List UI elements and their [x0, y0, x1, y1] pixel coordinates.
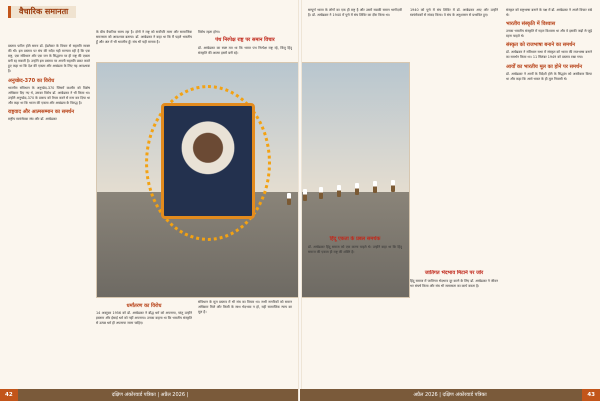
- right-col-2-title: जातिगत भेदभाव मिटाने पर जोर: [424, 270, 484, 276]
- right-col-1-body: डॉ. अम्बेडकर हिंदू समाज को एक करना चाहते थे। उन्होंने कहा था कि हिंदू समाज की एकता ही राष्ट्र की शक्ति है।: [308, 245, 402, 255]
- right-col-3-body: उनका भारतीय संस्कृति में गहरा विश्वास था और वे इसकी जड़ों से जुड़े रहना चाहते थे।: [506, 29, 592, 39]
- right-col-2-top-text: 1940 को पुणे में संघ शिविर में डॉ. अम्बेडकर आए और उन्होंने स्वयंसेवकों से संवाद किया। वे संघ के अनुशासन से प्रभावित हुए।: [410, 8, 498, 18]
- left-col-3-body: डॉ. अम्बेडकर का स्पष्ट मत था कि भारत पंथ निरपेक्ष राष्ट्र रहे, किंतु हिंदू संस्कृति की आत्मा इसमें बनी रहे।: [198, 46, 292, 56]
- right-col-3-subhead-2: संस्कृत को राजभाषा बनाने का समर्थन: [506, 42, 576, 49]
- right-col-3-body-2: डॉ. अम्बेडकर ने संविधान सभा में संस्कृत को भारत की राजभाषा बनाने का समर्थन किया था। 11 सितंबर 1949 को प्रस्ताव रखा गया।: [506, 50, 592, 60]
- right-col-3-subhead-3: आर्यों का भारतीय मूल का होने पर समर्थन: [506, 63, 582, 70]
- ambedkar-portrait: [161, 103, 255, 219]
- right-col-1-bottom: [308, 236, 402, 384]
- left-col-3-title: पंथ निरपेक्ष राष्ट्र पर समान विचार: [215, 37, 275, 44]
- left-col-1-subhead: अनुच्छेद-370 का विरोध: [8, 77, 55, 84]
- right-col-3: [506, 8, 592, 386]
- left-col-2-body: 14 अक्टूबर 1956 को डॉ. अम्बेडकर ने बौद्ध धर्म को अपनाया, परंतु उन्होंने इस्लाम और ईसाई धर्म को नहीं अपनाया। उनका कहना था कि भारतीय संस्कृति से उत्पन्न धर्म ही अपनाया जाना चाहिए।: [96, 311, 192, 326]
- left-col-1-intro: प्रस्ताव पारित होते समय डॉ. हेडगेवार के विचार से सहमति व्यक्त की थी। इस प्रस्ताव पर संघ की सदैव यही मान्यता रही है कि एक राष्ट्र, एक संविधान और एक जन के सिद्धान्त पर ही राष्ट्र की एकता बनी रह सकती है। उन्होंने इस प्रस्ताव पर अपनी सहमति प्रकट करते हुए कहा था कि देश की एकता और अखंडता के लिए यह आवश्यक है।: [8, 44, 90, 74]
- right-col-1-top: [308, 8, 402, 52]
- left-col-1-subhead-2: राष्ट्रवाद और आत्मसम्मान का समर्थन: [8, 108, 75, 115]
- left-col-3-bottom-text: संविधान के मूल प्रस्ताव में भी संघ का विचार था। सभी नागरिकों को समान अधिकार मिले और किसी के साथ भेदभाव न हो, यही सामाजिक न्याय का मूल है।: [198, 300, 292, 315]
- right-footer-text: अप्रैल 2026 | दक्षिण अंकोरवार्ड पत्रिका: [413, 392, 487, 398]
- right-col-2-body: हिंदू समाज में जातिगत भेदभाव दूर करने के लिए डॉ. अम्बेडकर ने जीवन भर संघर्ष किया और संघ भी समरसता का कार्य करता है।: [410, 279, 498, 289]
- left-col-2-subhead: धर्मांतरण का विरोध: [126, 303, 162, 309]
- right-col-3-top-text: संस्कृत को राष्ट्रभाषा बनाने के पक्ष में डॉ. अम्बेडकर ने अपने विचार रखे थे।: [506, 8, 592, 18]
- right-col-1-title: हिंदू एकता के प्रबल समर्थक: [329, 236, 381, 242]
- left-col-2-bottom: [96, 300, 192, 384]
- left-col-2-intro: के बीच वैचारिक साम्य रहा है। दोनों ने राष्ट्र को सर्वोपरि माना और सामाजिक समरसता को आवश्यक बताया। डॉ. अम्बेडकर ने कहा था कि मैं पहले भारतीय हूँ और अंत में भी भारतीय हूँ। संघ भी यही मानता है।: [96, 30, 192, 45]
- right-col-2-top: [410, 8, 498, 52]
- left-col-3-top-text: विरोध रहता होगा।: [198, 30, 221, 34]
- right-col-3-body-3: डॉ. अम्बेडकर ने आर्यों के विदेशी होने के सिद्धांत को अस्वीकार किया था और कहा कि आर्य भारत के ही मूल निवासी थे।: [506, 71, 592, 81]
- left-footer: [0, 389, 300, 401]
- right-col-3-subhead: भारतीय संस्कृति में विश्वास: [506, 21, 556, 28]
- right-page: [300, 0, 600, 401]
- left-col-2-top: [96, 30, 192, 58]
- right-col-2-bottom: [410, 270, 498, 384]
- left-page-number: 42: [0, 389, 18, 401]
- left-col-1-body: भारतीय संविधान के अनुच्छेद-370 जिसमें कश्मीर को विशेष अधिकार दिए गए थे, उसका विरोध डॉ. अम्बेडकर ने भी किया था। उन्होंने अनुच्छेद-370 के प्रारूप को तैयार करने से मना कर दिया था और कहा था कि भारत की एकता और अखंडता के विरुद्ध है।: [8, 85, 90, 105]
- right-footer: [300, 389, 600, 401]
- left-footer-text: दक्षिण अंकोरवार्ड पत्रिका | अप्रैल 2026 |: [111, 392, 189, 398]
- left-col-1: [8, 44, 90, 384]
- marcher: [287, 193, 291, 205]
- section-title: वैचारिक समानता: [8, 6, 76, 18]
- right-page-number: 43: [582, 389, 600, 401]
- left-col-3-bottom: [198, 300, 292, 384]
- left-col-1-body-2: राष्ट्रीय स्वयंसेवक संघ और डॉ. अम्बेडकर: [8, 116, 57, 121]
- right-col-1-top-text: सम्पूर्ण भारत के लोगों का एक ही राष्ट्र है और उसमें सबकी समान भागीदारी है। डॉ. अम्बेडकर ने 1940 में पुणे में संघ शिविर का दौरा किया था।: [308, 8, 402, 18]
